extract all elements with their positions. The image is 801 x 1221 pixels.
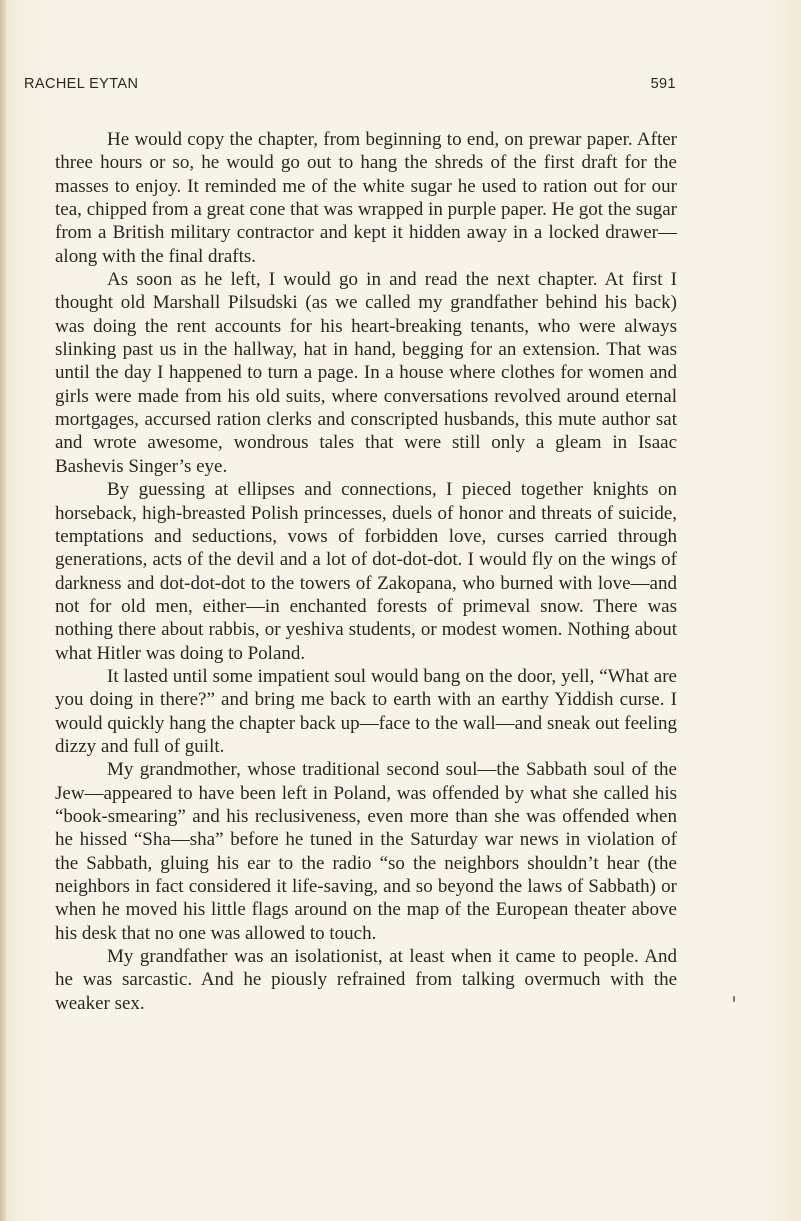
paragraph: He would copy the chapter, from beginning to end, on prewar paper. After three hours or so, he would go out to hang the shreds of the first draft for the masses to enjoy. It reminded me of the white sugar he used to ration out for our tea, chipped from a great cone that was wrapped in purple paper. He got the sugar from a British military contractor and kept it hidden away in a locked drawer— along with the final drafts. xyxy=(55,129,677,267)
paragraph: As soon as he left, I would go in and read the next chapter. At first I thought old Marshall Pilsudski (as we called my grandfather behind his back) was doing the rent accounts for his heart-breaking tenants, who were always slinking past us in the hallway, hat in hand, begging for an extension. That was until the day I happened to turn a page. In a house where clothes for women and girls were made from his old suits, where conversations revolved around eternal mortgages, accursed ration clerks and conscripted husbands, this mute author sat and wrote awesome, wondrous tales that were still only a gleam in Isaac Bashevis Singer’s eye. xyxy=(55,269,677,477)
page-gutter-shadow xyxy=(0,0,6,1221)
paragraph: By guessing at ellipses and connections, I pieced together knights on horseback, high-breasted Polish princesses, duels of honor and threats of suicide, temptations and seductions, vows of forbidden love, curses carried through generations, acts of the devil and a lot of dot-dot-dot. I would fly on the wings of darkness and dot-dot-dot to the towers of Zakopana, who burned with love—and not for old men, either—in enchanted forests of primeval snow. There was nothing there about rabbis, or yeshiva students, or modest women. Nothing about what Hitler was doing to Poland. xyxy=(55,479,677,664)
body-text xyxy=(55,128,677,1015)
paragraph: It lasted until some impatient soul would bang on the door, yell, “What are you doing in there?” and bring me back to earth with an earthy Yiddish curse. I would quickly hang the chapter back up—face to the wall—and sneak out feeling dizzy and full of guilt. xyxy=(55,665,677,757)
paragraph: My grandmother, whose traditional second soul—the Sabbath soul of the Jew—appeared to have been left in Poland, was offended by what she called his “book-smearing” and his reclusiveness, even more than she was offended when he hissed “Sha—sha” before he tuned in the Saturday war news in violation of the Sabbath, gluing his ear to the radio “so the neighbors shouldn’t hear (the neighbors in fact considered it life-saving, and so beyond the laws of Sabbath) or when he moved his little flags around on the map of the European theater above his desk that no one was allowed to touch. xyxy=(55,759,677,944)
ink-speck xyxy=(733,996,735,1002)
page-number: 591 xyxy=(650,76,676,92)
paragraph: My grandfather was an isolationist, at least when it came to people. And he was sarcastic. And he piously refrained from talking overmuch with the weaker sex. xyxy=(55,946,677,1014)
running-head xyxy=(24,76,676,96)
running-head-author: RACHEL EYTAN xyxy=(24,76,139,92)
